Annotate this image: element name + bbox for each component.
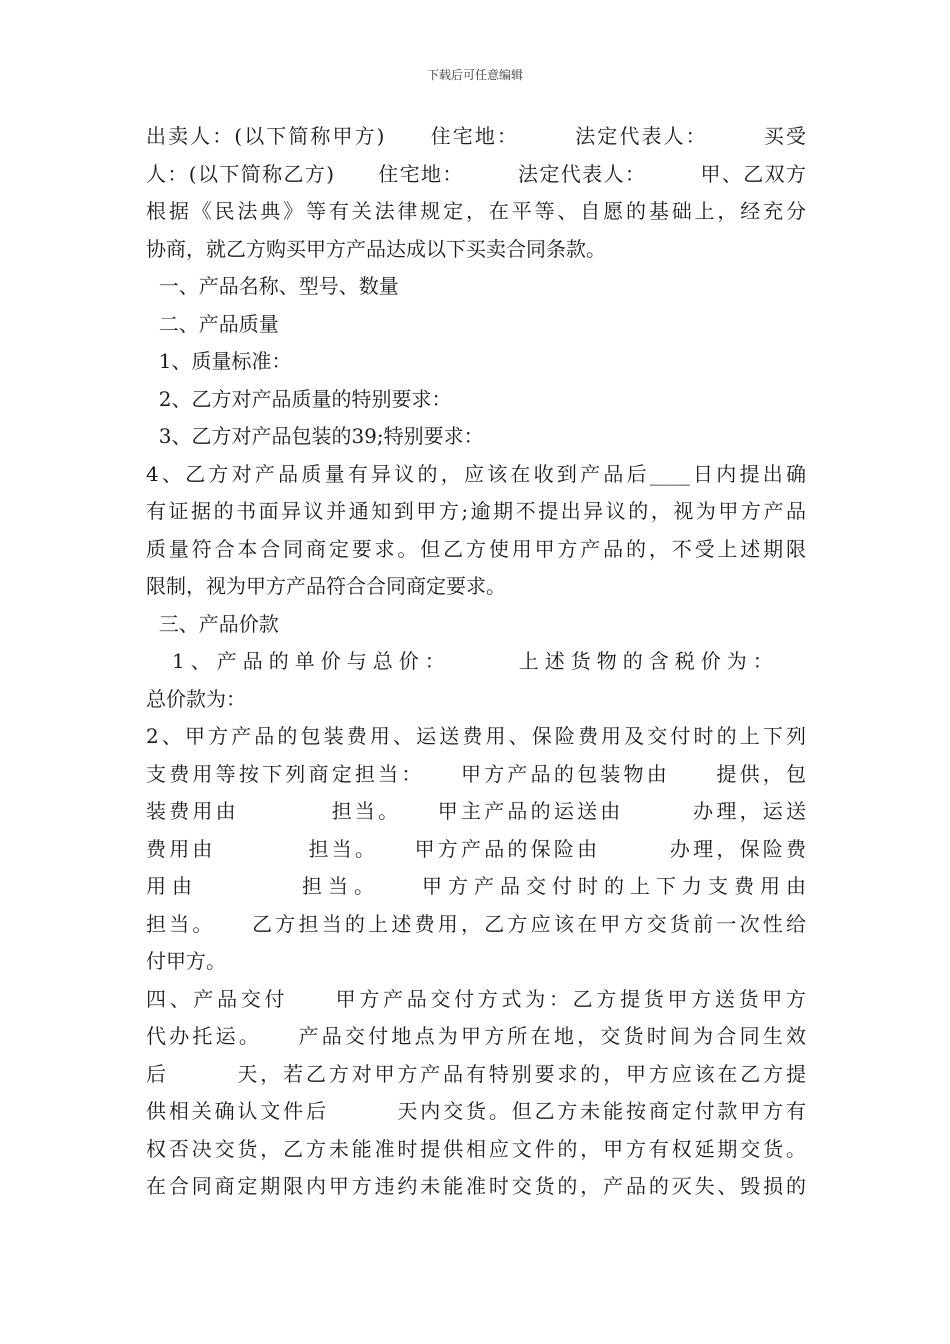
text-line: 代办托运。 产品交付地点为甲方所在地，交货时间为合同生效 <box>146 1024 806 1048</box>
text-line: 后 天，若乙方对甲方产品有特别要求的，甲方应该在乙方提 <box>146 1061 806 1086</box>
page-header-note: 下载后可任意编辑 <box>426 68 523 82</box>
section-heading-2: 二、产品质量 <box>146 311 279 336</box>
text-line: 限制，视为甲方产品符合合同商定要求。 <box>146 574 506 598</box>
section-heading-4: 四、产品交付 甲方产品交付方式为：乙方提货甲方送货甲方 <box>146 986 806 1011</box>
section-heading-3: 三、产品价款 <box>146 611 279 636</box>
section-heading-1: 一、产品名称、型号、数量 <box>146 274 399 298</box>
text-line: 根据《民法典》等有关法律规定，在平等、自愿的基础上，经充分 <box>146 199 806 223</box>
text-line: 质量符合本合同商定要求。但乙方使用甲方产品的，不受上述期限 <box>146 536 806 561</box>
text-line: 付甲方。 <box>146 949 226 973</box>
contract-body <box>146 118 812 1206</box>
text-line: 协商，就乙方购买甲方产品达成以下买卖合同条款。 <box>146 236 606 261</box>
text-line: 权否决交货，乙方未能准时提供相应文件的，甲方有权延期交货。 <box>146 1136 806 1161</box>
text-line: 担当。 乙方担当的上述费用，乙方应该在甲方交货前一次性给 <box>146 911 806 936</box>
text-line: 在合同商定期限内甲方违约未能准时交货的，产品的灭失、毁损的 <box>146 1174 806 1198</box>
list-item: 2、乙方对产品质量的特别要求： <box>146 386 452 411</box>
text-line: 用由 担当。 甲方产品交付时的上下力支费用由 <box>146 874 812 898</box>
text-line: 费用由 担当。 甲方产品的保险由 办理，保险费 <box>146 836 806 861</box>
list-item: 2、甲方产品的包装费用、运送费用、保险费用及交付时的上下列 <box>146 724 806 748</box>
text-line: 装费用由 担当。 甲主产品的运送由 办理，运送 <box>146 799 806 823</box>
list-item: 1、质量标准： <box>146 349 292 373</box>
list-item: 1、产品的单价与总价： 上述货物的含税价为： <box>146 649 779 673</box>
text-line: 支费用等按下列商定担当： 甲方产品的包装物由 提供，包 <box>146 761 806 786</box>
text-line: 供相关确认文件后 天内交货。但乙方未能按商定付款甲方有 <box>146 1099 806 1123</box>
list-item: 3、乙方对产品包装的39;特别要求： <box>146 424 484 448</box>
list-item: 4、乙方对产品质量有异议的，应该在收到产品后____日内提出确 <box>146 461 806 486</box>
text-line: 出卖人：(以下简称甲方) 住宅地： 法定代表人： 买受 <box>146 124 806 148</box>
text-line: 总价款为： <box>146 686 246 711</box>
text-line: 人：(以下简称乙方) 住宅地： 法定代表人： 甲、乙双方 <box>146 161 806 186</box>
text-line: 有证据的书面异议并通知到甲方;逾期不提出异议的，视为甲方产品 <box>146 499 806 523</box>
